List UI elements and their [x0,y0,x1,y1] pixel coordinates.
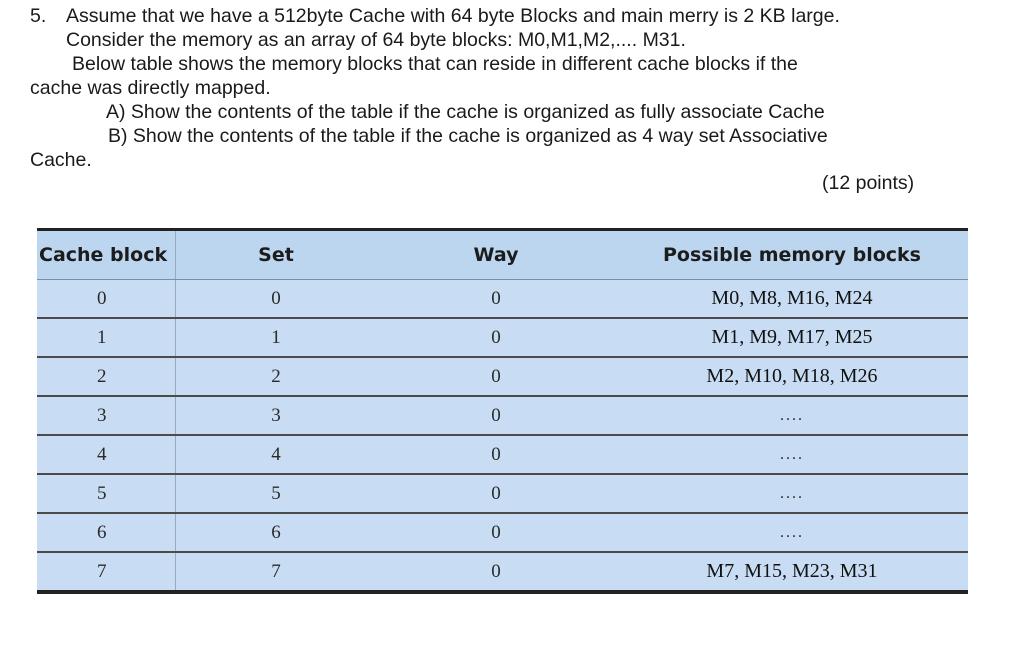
table-row [37,435,968,474]
cell-memory-blocks: .... [616,435,968,474]
mapping-table-wrapper [37,228,965,594]
cell-set: 2 [176,357,377,396]
table-row [37,318,968,357]
question-part-b: B) Show the contents of the table if the cache is organized as 4 way set Associative [108,125,828,147]
cell-set: 4 [176,435,377,474]
table-header-row [37,230,968,280]
cell-memory-blocks: .... [616,474,968,513]
cell-set: 1 [176,318,377,357]
cell-way: 0 [376,357,616,396]
cell-cache-block: 2 [37,357,176,396]
cell-cache-block: 7 [37,552,176,592]
cell-way: 0 [376,474,616,513]
cell-way: 0 [376,435,616,474]
cell-cache-block: 4 [37,435,176,474]
header-set: Set [176,230,377,280]
question-text [30,4,990,172]
question-number: 5. [30,5,47,27]
table-row [37,396,968,435]
cell-set: 5 [176,474,377,513]
cell-set: 0 [176,280,377,319]
question-line-4: cache was directly mapped. [30,77,271,99]
cell-way: 0 [376,396,616,435]
table-row [37,280,968,319]
question-line-1: 5. Assume that we have a 512byte Cache with 64 byte Blocks and main merry is 2 KB large. [30,5,840,27]
cell-set: 3 [176,396,377,435]
cell-memory-blocks: M7, M15, M23, M31 [616,552,968,592]
cell-memory-blocks: .... [616,396,968,435]
cell-cache-block: 3 [37,396,176,435]
header-cache-block: Cache block [37,230,176,280]
cell-way: 0 [376,280,616,319]
points-label: (12 points) [822,172,915,194]
cell-cache-block: 5 [37,474,176,513]
cell-set: 7 [176,552,377,592]
mapping-table [37,228,968,594]
table-row [37,513,968,552]
cell-memory-blocks: M2, M10, M18, M26 [616,357,968,396]
question-line-3: Below table shows the memory blocks that can reside in different cache blocks if the [72,53,798,75]
cell-way: 0 [376,552,616,592]
cell-way: 0 [376,513,616,552]
table-row [37,474,968,513]
cell-memory-blocks: M0, M8, M16, M24 [616,280,968,319]
header-possible-memory-blocks: Possible memory blocks [616,230,968,280]
question-line-2: Consider the memory as an array of 64 byte blocks: M0,M1,M2,.... M31. [66,29,686,51]
header-way: Way [376,230,616,280]
cell-cache-block: 0 [37,280,176,319]
table-row [37,357,968,396]
cell-memory-blocks: M1, M9, M17, M25 [616,318,968,357]
cell-memory-blocks: .... [616,513,968,552]
question-part-a: A) Show the contents of the table if the cache is organized as fully associate Cache [106,101,825,123]
cell-cache-block: 1 [37,318,176,357]
cell-set: 6 [176,513,377,552]
cell-way: 0 [376,318,616,357]
question-line-cache: Cache. [30,149,92,171]
cell-cache-block: 6 [37,513,176,552]
table-row [37,552,968,592]
